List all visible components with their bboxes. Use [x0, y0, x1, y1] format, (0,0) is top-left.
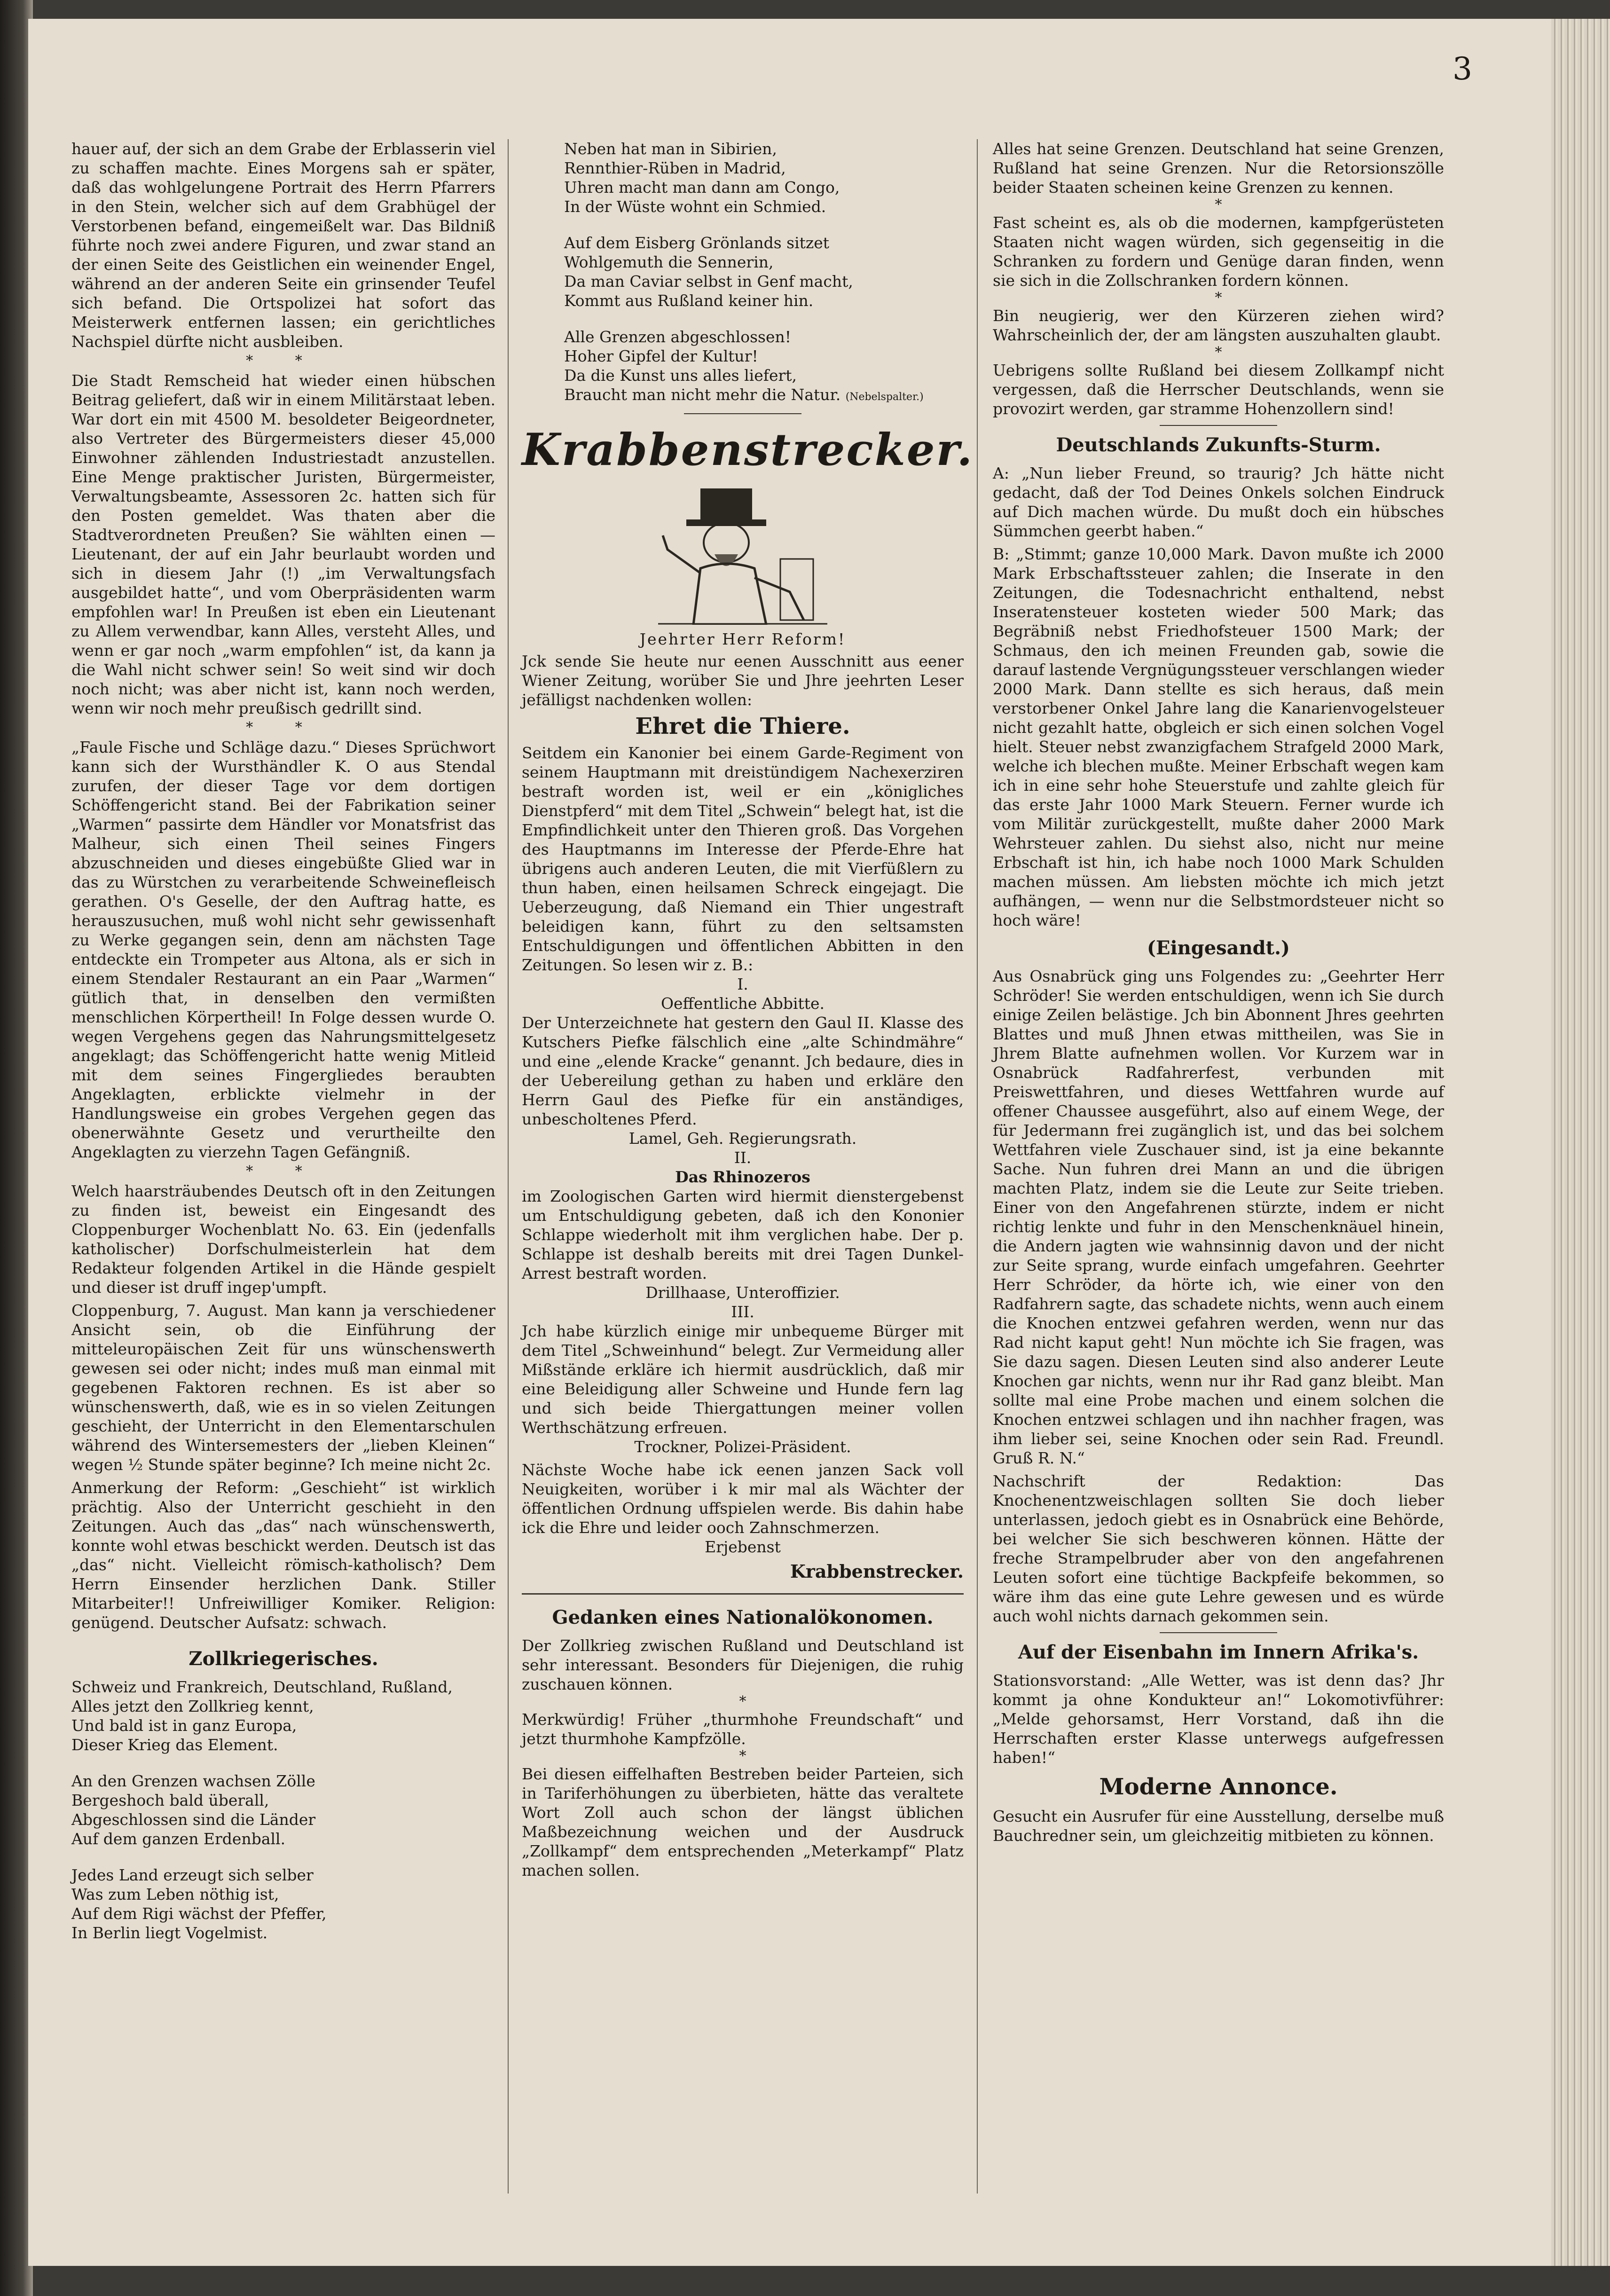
poem-line: Und bald ist in ganz Europa,: [71, 1716, 297, 1735]
krabbenstrecker-masthead: Krabbenstrecker.: [522, 424, 974, 476]
column-rule-2: [977, 139, 978, 2194]
poem-line: Wohlgemuth die Sennerin,: [564, 253, 774, 271]
article-haarstraeubend: Welch haarsträubendes Deutsch oft in den Zeitungen zu finden ist, beweist ein Eingesandt des Cloppenburger Wochenblatt No. 63. Ein (jedenfalls katholischer) Dorfschulmeisterlein hat dem Redakteur folgenden Artikel in die Hände gespielt und dieser ist druff ingep'umpft.: [71, 1182, 495, 1297]
notice-signature: Trockner, Polizei-Präsident.: [634, 1438, 851, 1456]
signature-krabbenstrecker: Krabbenstrecker.: [790, 1561, 964, 1582]
notice-number: I.: [737, 975, 748, 993]
poem-line: Was zum Leben nöthig ist,: [71, 1885, 279, 1903]
separator-star: *: [739, 1748, 746, 1764]
heading-gedanken: Gedanken eines Nationalökonomen.: [552, 1606, 934, 1628]
page-number: 3: [1453, 51, 1472, 87]
column-3: [993, 139, 1444, 1845]
gedanken-7: Uebrigens sollte Rußland bei diesem Zollkampf nicht vergessen, daß die Herrscher Deutschlands, wenn sie provozirt werden, gar stramme Hohenzollern sind!: [993, 361, 1444, 418]
notice-title: Das Rhinozeros: [675, 1168, 810, 1186]
notice-schweinhund: Jch habe kürzlich einige mir unbequeme Bürger mit dem Titel „Schweinhund“ belegt. Zur Vermeidung aller Mißstände erkläre ich hiermit ausdrücklich, daß mir eine Beleidigung aller Schweine und Hunde fern lag und sich beide Thiergattungen meiner vollen Werthschätzung erfreuen.: [522, 1322, 964, 1437]
gedanken-6: Bin neugierig, wer den Kürzeren ziehen wird? Wahrscheinlich der, der am längsten auszuhalten glaubt.: [993, 307, 1444, 344]
page-edges: [1551, 19, 1610, 2266]
poem-line: In Berlin liegt Vogelmist.: [71, 1924, 268, 1942]
poem: [71, 1677, 495, 1942]
separator-star: *: [1215, 290, 1222, 306]
gedanken-3: Bei diesen eiffelhaften Bestreben beider Parteien, sich in Tariferhöhungen zu überbieten, hätte das veraltete Wort Zoll auch schon der längst üblichen Maßbezeichnung weichen und der Ausdruck „Zollkampf“ dem entsprechenden „Meterkampf“ Platz machen sollen.: [522, 1765, 964, 1879]
notice-abbitte: Der Unterzeichnete hat gestern den Gaul II. Klasse des Kutschers Piefke fälschlich eine „alte Schindmähre“ und eine „elende Kracke“ genannt. Jch bedaure, dies in der Uebereilung gethan zu haben und erkläre den Herrn Gaul des Piefke für ein anständiges, unbescholtenes Pferd.: [522, 1014, 964, 1128]
article-annonce: Gesucht ein Ausrufer für eine Ausstellung, derselbe muß Bauchredner sein, um gleichzeitig mitbieten zu können.: [993, 1807, 1444, 1845]
separator-star: *: [739, 1693, 746, 1710]
separator-star: *: [1215, 344, 1222, 361]
subhead-ehret-die-thiere: Ehret die Thiere.: [635, 713, 850, 739]
notice-title: Oeffentliche Abbitte.: [660, 994, 825, 1013]
poem-line: Auf dem Eisberg Grönlands sitzet: [564, 234, 830, 252]
divider: [684, 413, 801, 414]
krabbenstrecker-closing: Nächste Woche habe ick eenen janzen Sack voll Neuigkeiten, worüber i k mir mal als Wächter der öffentlichen Ordnung uffspielen werde. Bis dahin habe ick die Ehre und leider ooch Zahnschmerzen.: [522, 1461, 964, 1537]
heading-annonce: Moderne Annonce.: [1099, 1774, 1338, 1800]
poem-line: Schweiz und Frankreich, Deutschland, Rußland,: [71, 1678, 453, 1696]
erjebenst: Erjebenst: [705, 1538, 781, 1556]
poem-line: Uhren macht man dann am Congo,: [564, 178, 840, 197]
poem-line: Jedes Land erzeugt sich selber: [71, 1866, 314, 1884]
poem-attribution: (Nebelspalter.): [845, 391, 924, 403]
divider: [1160, 425, 1277, 426]
poem-line: Dieser Krieg das Element.: [71, 1736, 278, 1754]
poem-line: Kommt aus Rußland keiner hin.: [564, 291, 814, 310]
poem-line: Da die Kunst uns alles liefert,: [564, 366, 797, 385]
article-cloppenburg: Cloppenburg, 7. August. Man kann ja verschiedener Ansicht sein, ob die Einführung der mitteleuropäischen Zeit für uns wünschenswerth gewesen sei oder nicht; indes muß man einmal mit gegebenen Faktoren rechnen. Es ist aber so wünschenswerth, daß, wie es in so vielen Zeitungen geschieht, der Unterricht in den Elementarschulen während des Wintersemesters der „lieben Kleinen“ wegen ½ Stunde später beginne? Ich meine nicht 2c.: [71, 1301, 495, 1474]
poem-continued: [522, 139, 964, 407]
poem-line: Rennthier-Rüben in Madrid,: [564, 159, 786, 177]
article-ehret-die-thiere: Seitdem ein Kanonier bei einem Garde-Regiment von seinem Hauptmann mit dreistündigem Nachexerziren bestraft worden ist, weil er ein „königliches Dienstpferd“ mit dem Titel „Schwein“ belegt hat, ist die Empfindlichkeit unter den Thieren groß. Das Vorgehen des Hauptmanns im Interesse der Pferde-Ehre hat übrigens auch anderen Leuten, die mit Vierfüßlern zu thun haben, einen heilsamen Schreck eingejagt. Die Ueberzeugung, daß Niemand ein Thier ungestraft beleidigen kann, führt zu den seltsamsten Entschuldigungen und öffentlichen Abbitten in den Zeitungen. So lesen wir z. B.:: [522, 744, 964, 974]
poem-line: Bergeshoch bald überall,: [71, 1791, 269, 1809]
poem-line: Alles jetzt den Zollkrieg kennt,: [71, 1697, 314, 1715]
article-faule-fische: „Faule Fische und Schläge dazu.“ Dieses Sprüchwort kann sich der Wursthändler K. O aus Stendal zurufen, der dieser Tage vor dem dortigen Schöffengericht stand. Bei der Fabrikation seiner „Warmen“ passirte dem Händler vor Monatsfrist das Malheur, sich einen Theil seines Fingers abzuschneiden und dieses eingebüßte Glied war in das zu Würstchen zu verarbeitende Schweinefleisch gerathen. O's Geselle, der den Auftrag hatte, es herauszusuchen, muß wohl nicht sehr gewissenhaft zu Werke gegangen sein, denn am nächsten Tage entdeckte ein Trompeter aus Altona, als er sich in einem Stendaler Restaurant an ein Paar „Warmen“ gütlich that, in denselben den vermißten menschlichen Körpertheil! In Folge dessen wurde O. wegen Vergehens gegen das Nahrungsmittelgesetz angeklagt; das Schöffengericht hatte wenig Mitleid mit dem seines Fingergliedes beraubten Angeklagten, erblickte vielmehr in der Handlungsweise ein grobes Vergehen gegen das obenerwähnte Gesetz und verurtheilte den Angeklagten zu vierzehn Tagen Gefängniß.: [71, 738, 495, 1161]
gedanken-5: Fast scheint es, als ob die modernen, kampfgerüsteten Staaten nicht wagen würden, sich gegenseitig in die Schranken zu fordern und Genüge daran finden, wenn sie sich in die Zollschranken fordern können.: [993, 213, 1444, 290]
caricature-illustration: [522, 484, 964, 625]
separator-stars: * *: [246, 719, 321, 736]
gedanken-2: Merkwürdig! Früher „thurmhohe Freundschaft“ und jetzt thurmhohe Kampfzölle.: [522, 1710, 964, 1748]
divider: [1160, 1632, 1277, 1633]
notice-rhinozeros: im Zoologischen Garten wird hiermit dienstergebenst um Entschuldigung gebeten, daß ich den Kononier Schlappe wiederholt mit ihm verglichen habe. Der p. Schlappe ist deshalb bereits mit drei Tagen Dunkel-Arrest bestraft worden.: [522, 1187, 964, 1282]
poem-line: Abgeschlossen sind die Länder: [71, 1810, 316, 1829]
gedanken-1: Der Zollkrieg zwischen Rußland und Deutschland ist sehr interessant. Besonders für Diejenigen, die ruhig zuschauen können.: [522, 1636, 964, 1693]
poem-line: Neben hat man in Sibirien,: [564, 140, 777, 158]
poem-line: Auf dem Rigi wächst der Pfeffer,: [71, 1904, 327, 1923]
poem-line: An den Grenzen wachsen Zölle: [71, 1772, 315, 1790]
notice-signature: Lamel, Geh. Regierungsrath.: [628, 1129, 857, 1148]
krabbenstrecker-intro: Jck sende Sie heute nur eenen Ausschnitt aus eener Wiener Zeitung, worüber Sie und Jhre jeehrten Leser jefälligst nachdenken wollen:: [522, 652, 964, 709]
poem-stanza: [564, 327, 964, 407]
poem-line: Da man Caviar selbst in Genf macht,: [564, 272, 853, 291]
separator-stars: * *: [246, 353, 321, 369]
article-anmerkung: Anmerkung der Reform: „Geschieht“ ist wirklich prächtig. Also der Unterricht geschieht in den Zeitungen. Auch das „das“ nach wünschenswerth, konnte wohl etwas beschickt werden. Deutsch ist das „das“ nicht. Vielleicht römisch-katholisch? Dem Herrn Einsender herzlichen Dank. Stiller Mitarbeiter!! Unfreiwilliger Komiker. Religion: genügend. Deutscher Aufsatz: schwach.: [71, 1478, 495, 1632]
article-remscheid: Die Stadt Remscheid hat wieder einen hübschen Beitrag geliefert, daß wir in einem Militärstaat leben. War dort ein mit 4500 M. besoldeter Beigeordneter, also Vertreter des Bürgermeisters dieser 45,000 Einwohner zählenden Industriestadt anzustellen. Eine Menge praktischer Juristen, Bürgermeister, Verwaltungsbeamte, Assessoren 2c. hatten sich für den Posten gemeldet. Was thaten aber die Stadtverordneten Preußen? Sie wählten einen — Lieutenant, der auf ein Jahr beurlaubt worden und sich in diesem Jahr (!) „im Verwaltungsfach ausgebildet hatte“, und vom Oberpräsidenten warm empfohlen war! In Preußen ist eben ein Lieutenant zu Allem verwendbar, kann Alles, versteht Alles, und wenn er gar noch „warm empfohlen“ ist, da kann ja die Wahl nicht schwer sein! So weit sind wir doch noch nicht; was aber nicht ist, kann noch werden, wenn wir noch mehr preußisch gedrillt sind.: [71, 371, 495, 717]
column-rule-1: [508, 139, 509, 2194]
poem-line: Braucht man nicht mehr die Natur. (Nebelspalter.): [564, 385, 924, 404]
poem-stanza: [71, 1771, 495, 1848]
dialog-a: A: „Nun lieber Freund, so traurig? Jch hätte nicht gedacht, daß der Tod Deines Onkels solchen Eindruck auf Dich machen würde. Du mußt doch ein hübsches Sümmchen geerbt haben.“: [993, 464, 1444, 540]
caricature-figure-icon: [649, 484, 837, 625]
poem-line: Auf dem ganzen Erdenball.: [71, 1830, 286, 1848]
poem-stanza: [564, 233, 964, 310]
divider: [522, 1593, 964, 1595]
notice-signature: Drillhaase, Unteroffizier.: [645, 1283, 840, 1302]
editorial-note: Nachschrift der Redaktion: Das Knochenentzweischlagen sollten Sie doch lieber unterlassen, jedoch giebt es in Osnabrück eine Behörde, bei welcher Sie sich beschweren können. Hätte der freche Strampelbruder aber von den angefahrenen Leuten sofort eine tüchtige Backpfeife bekommen, so wäre ihm das eine gute Lehre gewesen und es würde auch wohl nichts darnach gekommen sein.: [993, 1472, 1444, 1625]
heading-zukunfts-sturm: Deutschlands Zukunfts-Sturm.: [1056, 434, 1381, 456]
poem-title: Zollkriegerisches.: [188, 1648, 378, 1670]
poem-line: Hoher Gipfel der Kultur!: [564, 347, 758, 365]
notice-number: III.: [731, 1303, 754, 1321]
article-eisenbahn: Stationsvorstand: „Alle Wetter, was ist denn das? Jhr kommt ja ohne Kondukteur an!“ Lokomotivführer: „Melde gehorsamst, Herr Vorstand, daß ihn die Herrschaften erster Klasse unterwegs aufgefressen haben!“: [993, 1671, 1444, 1767]
letter-osnabrueck: Aus Osnabrück ging uns Folgendes zu: „Geehrter Herr Schröder! Sie werden entschuldigen, wenn ich Sie durch einige Zeilen belästige. Jch bin Abonnent Jhres geehrten Blattes und muß Jhnen etwas mittheilen, was Sie in Jhrem Blatte aufnehmen wollen. Vor Kurzem war in Osnabrück Radfahrerfest, verbunden mit Preiswettfahren, und dieses Wettfahren wurde auf offener Chaussee ausgeführt, also auf einem Wege, der für Jedermann frei zugänglich ist, und das bei solchem Wettfahren viele Zuschauer sind, ist ja eine bekannte Sache. Nun fuhren drei Mann an und die übrigen machten Platz, indem sie die Leute zur Seite trieben. Einer von den Angefahrenen stürzte, indem er nicht richtig lenkte und fuhr in den Menschenknäuel hinein, die Andern jagten wie wahnsinnig davon und der nicht zur Seite sprang, wurde einfach umgefahren. Geehrter Herr Schröder, da hörte ich, wie einer von den Radfahrern sagte, das schadete nichts, wenn auch einem die Knochen entzwei gefahren werden, wenn nur das Rad nicht kaput geht! Nun möchte ich Sie fragen, was Sie dazu sagen. Diesen Leuten sind also anderer Leute Knochen gar nichts, wenn nur ihr Rad ganz bleibt. Man sollte mal eine Probe machen und einem solchen die Knochen entzwei schlagen und ihn nachher fragen, was ihm lieber sei, seine Knochen oder sein Rad. Freundl. Gruß R. N.“: [993, 967, 1444, 1467]
heading-eisenbahn: Auf der Eisenbahn im Innern Afrika's.: [1018, 1641, 1419, 1663]
heading-eingesandt: (Eingesandt.): [1147, 937, 1290, 959]
column-1: [71, 139, 495, 1942]
salutation: Jeehrter Herr Reform!: [639, 630, 846, 648]
poem-line: Alle Grenzen abgeschlossen!: [564, 328, 791, 346]
notice-number: II.: [734, 1148, 752, 1167]
separator-stars: * *: [246, 1163, 321, 1179]
gedanken-4: Alles hat seine Grenzen. Deutschland hat seine Grenzen, Rußland hat seine Grenzen. Nur die Retorsionszölle beider Staaten scheinen keine Grenzen zu kennen.: [993, 140, 1444, 197]
separator-star: *: [1215, 197, 1222, 213]
poem-stanza: [71, 1865, 495, 1942]
poem-stanza: [564, 139, 964, 216]
poem-stanza: [71, 1677, 495, 1754]
dialog-b: B: „Stimmt; ganze 10,000 Mark. Davon mußte ich 2000 Mark Erbschaftssteuer zahlen; die Inserate in den Zeitungen, die Todesnachricht enthaltend, nebst Inseratensteuer kosteten wieder 500 Mark; das Begräbniß nebst Friedhofsteuer 1500 Mark; der Schmaus, den ich meinen Freunden gab, sowie die darauf lastende Vergnügungssteuer verschlangen wieder 2000 Mark. Dann stellte es sich heraus, daß mein verstorbener Onkel Jahre lang die Kanarienvogelsteuer nicht gezahlt hatte, obgleich er sich einen solchen Vogel hielt. Steuer nebst zwanzigfachem Strafgeld 2000 Mark, welche ich blechen mußte. Meiner Erbschaft wegen kam ich in eine sehr hohe Steuerstufe und zahlte gleich für das erste Jahr 1000 Mark Steuern. Ferner wurde ich vom Militär zurückgestellt, mußte daher 2000 Mark Wehrsteuer zahlen. Du siehst also, nicht nur meine Erbschaft ist hin, ich habe noch 1000 Mark Schulden machen müssen. Am liebsten möchte ich mich jetzt aufhängen, — wenn nur die Selbstmordsteuer nicht so hoch wäre!: [993, 545, 1445, 929]
column-2: [522, 139, 974, 1880]
article-grave-portrait: hauer auf, der sich an dem Grabe der Erblasserin viel zu schaffen machte. Eines Morgens sah er später, daß das wohlgelungene Portrait des Herrn Pfarrers in den Stein, welcher sich auf dem Grabhügel der Verstorbenen befand, eingemeißelt war. Das Bildniß führte noch zwei andere Figuren, und zwar stand an der einen Seite des Geistlichen ein weinender Engel, während an der anderen Seite ein grinsender Teufel sich befand. Die Ortspolizei hat sofort das Meisterwerk entfernen lassen; ein gerichtliches Nachspiel dürfte nicht ausbleiben.: [71, 140, 495, 351]
poem-line: In der Wüste wohnt ein Schmied.: [564, 197, 826, 216]
